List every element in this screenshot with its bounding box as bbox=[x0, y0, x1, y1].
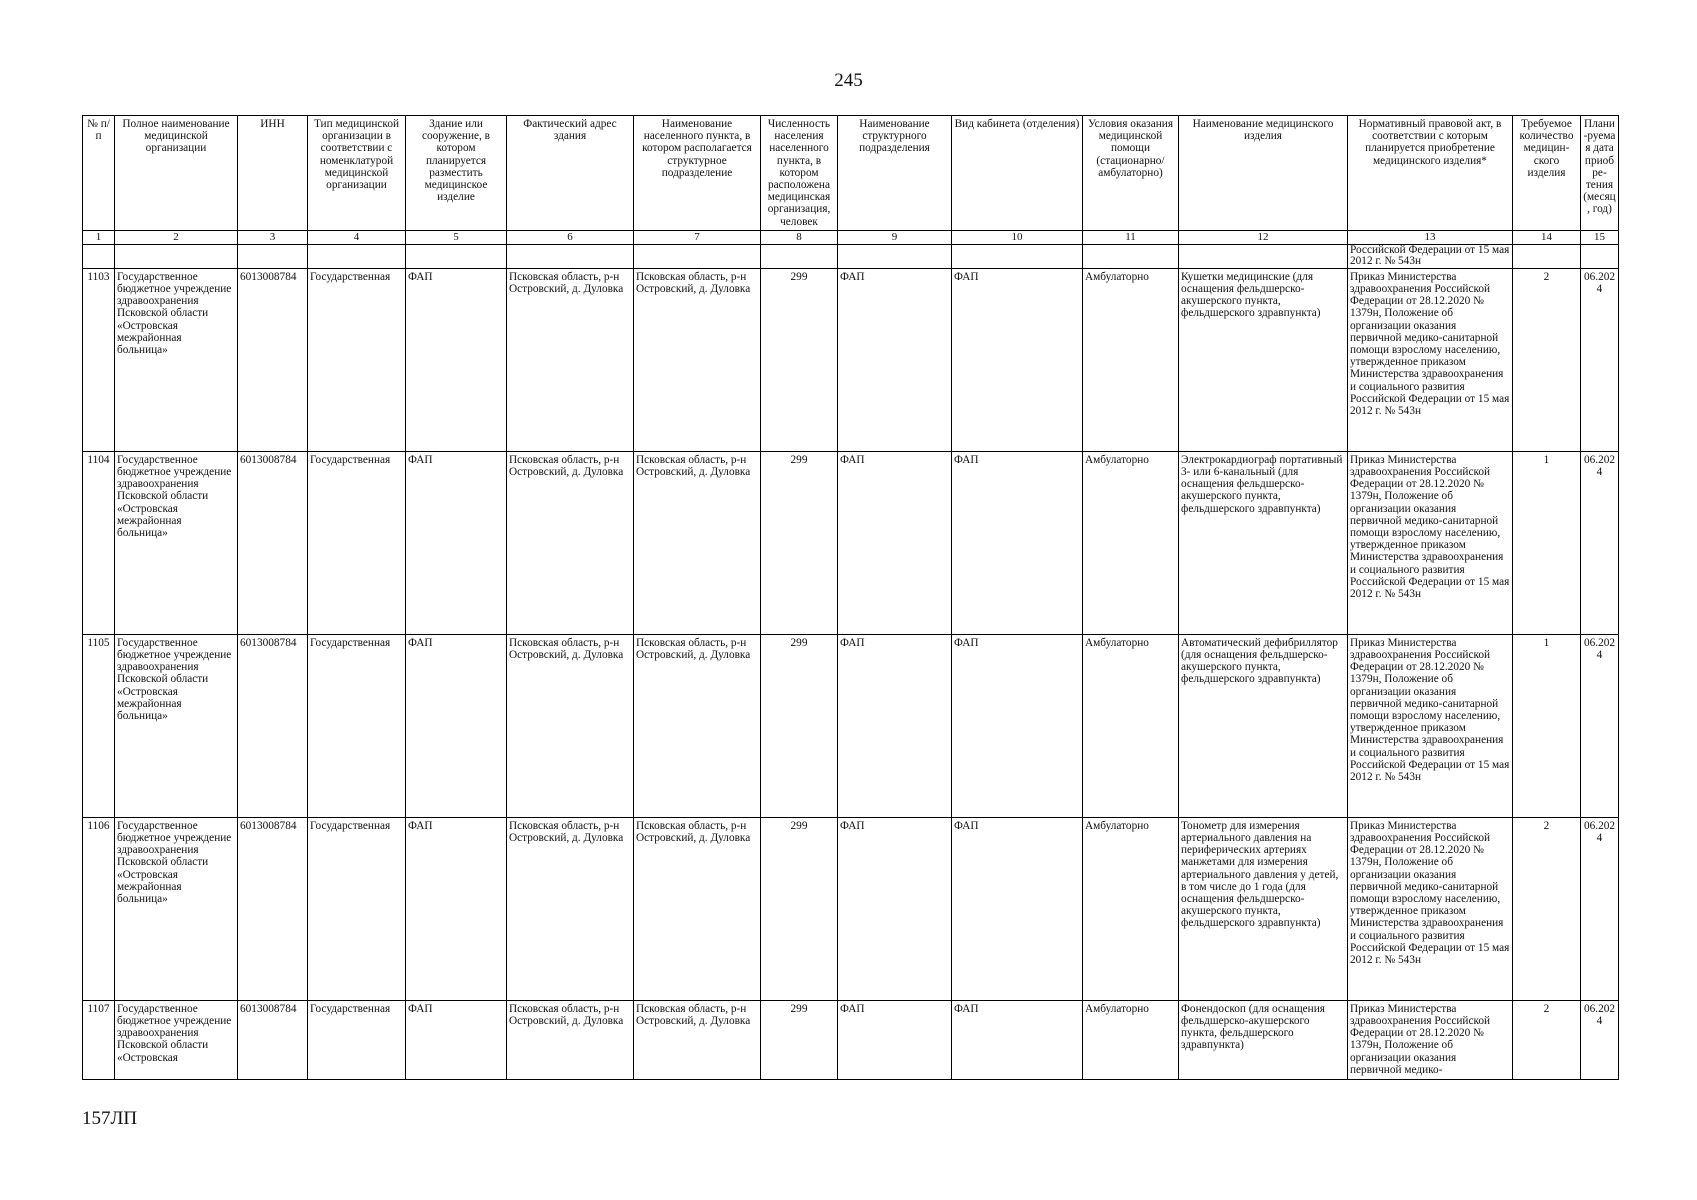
inn: 6013008784 bbox=[238, 268, 308, 451]
settlement: Псковская область, р-н Островский, д. Дуловка bbox=[634, 634, 761, 817]
column-number: 7 bbox=[634, 230, 761, 244]
settlement: Псковская область, р-н Островский, д. Дуловка bbox=[634, 451, 761, 634]
building: ФАП bbox=[406, 817, 507, 1000]
cabinet-type: ФАП bbox=[952, 817, 1083, 1000]
legal-act: Приказ Министерства здравоохранения Российской Федерации от 28.12.2020 № 1379н, Положение об организации оказания первичной медико-санитарной помощи взрослому населению, утвержденное приказом Министерства здравоохранения и социального развития Российской Федерации от 15 мая 2012 г. № 543н bbox=[1348, 451, 1513, 634]
inn: 6013008784 bbox=[238, 451, 308, 634]
header-cell: Плани-руемая дата приобре-тения (месяц, год) bbox=[1581, 116, 1619, 231]
organization-name: Государственное бюджетное учреждение здравоохранения Псковской области «Островская межрайонная больница» bbox=[115, 817, 238, 1000]
table-row bbox=[83, 1000, 1619, 1079]
device-name: Фонендоскоп (для оснащения фельдшерско-акушерского пункта, фельдшерского здравпункта) bbox=[1179, 1000, 1348, 1079]
organization-type: Государственная bbox=[308, 634, 406, 817]
column-number: 4 bbox=[308, 230, 406, 244]
header-cell: Требуемое количество медицин-ского изделия bbox=[1513, 116, 1581, 231]
column-number: 12 bbox=[1179, 230, 1348, 244]
row-number: 1105 bbox=[83, 634, 115, 817]
column-number: 5 bbox=[406, 230, 507, 244]
header-cell: Здание или сооружение, в котором планируется разместить медицинское изделие bbox=[406, 116, 507, 231]
page-number: 245 bbox=[834, 70, 863, 91]
row-number: 1104 bbox=[83, 451, 115, 634]
legal-act: Приказ Министерства здравоохранения Российской Федерации от 28.12.2020 № 1379н, Положение об организации оказания первичной медико- bbox=[1348, 1000, 1513, 1079]
settlement: Псковская область, р-н Островский, д. Дуловка bbox=[634, 268, 761, 451]
header-cell: Наименование структурного подразделения bbox=[838, 116, 952, 231]
table-body bbox=[83, 268, 1619, 1079]
address: Псковская область, р-н Островский, д. Дуловка bbox=[507, 268, 634, 451]
column-number: 1 bbox=[83, 230, 115, 244]
legal-act: Приказ Министерства здравоохранения Российской Федерации от 28.12.2020 № 1379н, Положение об организации оказания первичной медико-санитарной помощи взрослому населению, утвержденное приказом Министерства здравоохранения и социального развития Российской Федерации от 15 мая 2012 г. № 543н bbox=[1348, 817, 1513, 1000]
population: 299 bbox=[761, 817, 838, 1000]
row-number: 1107 bbox=[83, 1000, 115, 1079]
header-cell: Наименование населенного пункта, в котором располагается структурное подразделение bbox=[634, 116, 761, 231]
settlement: Псковская область, р-н Островский, д. Дуловка bbox=[634, 1000, 761, 1079]
address: Псковская область, р-н Островский, д. Дуловка bbox=[507, 1000, 634, 1079]
purchase-date: 06.2024 bbox=[1581, 268, 1619, 451]
purchase-date: 06.2024 bbox=[1581, 817, 1619, 1000]
quantity: 1 bbox=[1513, 451, 1581, 634]
header-cell: Численность населения населенного пункта, в котором расположена медицинская организация, человек bbox=[761, 116, 838, 231]
column-number: 14 bbox=[1513, 230, 1581, 244]
cabinet-type: ФАП bbox=[952, 451, 1083, 634]
population: 299 bbox=[761, 451, 838, 634]
header-cell: Нормативный правовой акт, в соответствии с которым планируется приобретение медицинского изделия* bbox=[1348, 116, 1513, 231]
column-number: 2 bbox=[115, 230, 238, 244]
legal-act: Приказ Министерства здравоохранения Российской Федерации от 28.12.2020 № 1379н, Положение об организации оказания первичной медико-санитарной помощи взрослому населению, утвержденное приказом Министерства здравоохранения и социального развития Российской Федерации от 15 мая 2012 г. № 543н bbox=[1348, 268, 1513, 451]
cabinet-type: ФАП bbox=[952, 268, 1083, 451]
organization-type: Государственная bbox=[308, 451, 406, 634]
structural-unit: ФАП bbox=[838, 634, 952, 817]
column-number: 9 bbox=[838, 230, 952, 244]
care-conditions: Амбулаторно bbox=[1083, 451, 1179, 634]
device-name: Тонометр для измерения артериального давления на периферических артериях манжетами для измерения артериального давления у детей, в том числе до 1 года (для оснащения фельдшерско-акушерского пункта, фельдшерского здравпункта) bbox=[1179, 817, 1348, 1000]
device-name: Автоматический дефибриллятор (для оснащения фельдшерско-акушерского пункта, фельдшерского здравпункта) bbox=[1179, 634, 1348, 817]
care-conditions: Амбулаторно bbox=[1083, 1000, 1179, 1079]
header-cell: Полное наименование медицинской организации bbox=[115, 116, 238, 231]
population: 299 bbox=[761, 268, 838, 451]
structural-unit: ФАП bbox=[838, 451, 952, 634]
quantity: 2 bbox=[1513, 1000, 1581, 1079]
structural-unit: ФАП bbox=[838, 1000, 952, 1079]
care-conditions: Амбулаторно bbox=[1083, 634, 1179, 817]
column-number: 13 bbox=[1348, 230, 1513, 244]
organization-type: Государственная bbox=[308, 1000, 406, 1079]
cabinet-type: ФАП bbox=[952, 634, 1083, 817]
building: ФАП bbox=[406, 634, 507, 817]
table-row bbox=[83, 634, 1619, 817]
table-row bbox=[83, 268, 1619, 451]
organization-type: Государственная bbox=[308, 268, 406, 451]
quantity: 2 bbox=[1513, 817, 1581, 1000]
header-cell: Фактический адрес здания bbox=[507, 116, 634, 231]
cabinet-type: ФАП bbox=[952, 1000, 1083, 1079]
organization-name: Государственное бюджетное учреждение здравоохранения Псковской области «Островская межрайонная больница» bbox=[115, 268, 238, 451]
table-row bbox=[83, 817, 1619, 1000]
inn: 6013008784 bbox=[238, 1000, 308, 1079]
row-number: 1106 bbox=[83, 817, 115, 1000]
column-number: 10 bbox=[952, 230, 1083, 244]
organization-type: Государственная bbox=[308, 817, 406, 1000]
population: 299 bbox=[761, 1000, 838, 1079]
device-name: Кушетки медицинские (для оснащения фельдшерско-акушерского пункта, фельдшерского здравпункта) bbox=[1179, 268, 1348, 451]
quantity: 2 bbox=[1513, 268, 1581, 451]
purchase-date: 06.2024 bbox=[1581, 634, 1619, 817]
medical-devices-table bbox=[82, 115, 1619, 1080]
carry-over-row bbox=[83, 244, 1619, 268]
organization-name: Государственное бюджетное учреждение здравоохранения Псковской области «Островская bbox=[115, 1000, 238, 1079]
header-row bbox=[83, 116, 1619, 231]
header-cell: ИНН bbox=[238, 116, 308, 231]
legal-act: Приказ Министерства здравоохранения Российской Федерации от 28.12.2020 № 1379н, Положение об организации оказания первичной медико-санитарной помощи взрослому населению, утвержденное приказом Министерства здравоохранения и социального развития Российской Федерации от 15 мая 2012 г. № 543н bbox=[1348, 634, 1513, 817]
structural-unit: ФАП bbox=[838, 817, 952, 1000]
header-cell: Тип медицинской организации в соответствии с номенклатурой медицинской организации bbox=[308, 116, 406, 231]
organization-name: Государственное бюджетное учреждение здравоохранения Псковской области «Островская межрайонная больница» bbox=[115, 451, 238, 634]
column-number: 8 bbox=[761, 230, 838, 244]
column-number: 11 bbox=[1083, 230, 1179, 244]
device-name: Электрокардиограф портативный 3- или 6-канальный (для оснащения фельдшерско-акушерского пункта, фельдшерского здравпункта) bbox=[1179, 451, 1348, 634]
header-cell: Наименование медицинского изделия bbox=[1179, 116, 1348, 231]
address: Псковская область, р-н Островский, д. Дуловка bbox=[507, 634, 634, 817]
purchase-date: 06.2024 bbox=[1581, 1000, 1619, 1079]
purchase-date: 06.2024 bbox=[1581, 451, 1619, 634]
table-row bbox=[83, 451, 1619, 634]
header-cell: Условия оказания медицинской помощи (стационарно/ амбулаторно) bbox=[1083, 116, 1179, 231]
address: Псковская область, р-н Островский, д. Дуловка bbox=[507, 451, 634, 634]
column-number: 6 bbox=[507, 230, 634, 244]
population: 299 bbox=[761, 634, 838, 817]
column-number: 3 bbox=[238, 230, 308, 244]
care-conditions: Амбулаторно bbox=[1083, 817, 1179, 1000]
footer-code: 157ЛП bbox=[82, 1108, 138, 1129]
inn: 6013008784 bbox=[238, 817, 308, 1000]
settlement: Псковская область, р-н Островский, д. Дуловка bbox=[634, 817, 761, 1000]
building: ФАП bbox=[406, 268, 507, 451]
row-number: 1103 bbox=[83, 268, 115, 451]
organization-name: Государственное бюджетное учреждение здравоохранения Псковской области «Островская межрайонная больница» bbox=[115, 634, 238, 817]
quantity: 1 bbox=[1513, 634, 1581, 817]
header-cell: № п/п bbox=[83, 116, 115, 231]
address: Псковская область, р-н Островский, д. Дуловка bbox=[507, 817, 634, 1000]
header-cell: Вид кабинета (отделения) bbox=[952, 116, 1083, 231]
building: ФАП bbox=[406, 1000, 507, 1079]
column-number: 15 bbox=[1581, 230, 1619, 244]
building: ФАП bbox=[406, 451, 507, 634]
structural-unit: ФАП bbox=[838, 268, 952, 451]
care-conditions: Амбулаторно bbox=[1083, 268, 1179, 451]
column-number-row bbox=[83, 230, 1619, 244]
carry-over-text: Российской Федерации от 15 мая 2012 г. № 543н bbox=[1348, 244, 1513, 268]
inn: 6013008784 bbox=[238, 634, 308, 817]
